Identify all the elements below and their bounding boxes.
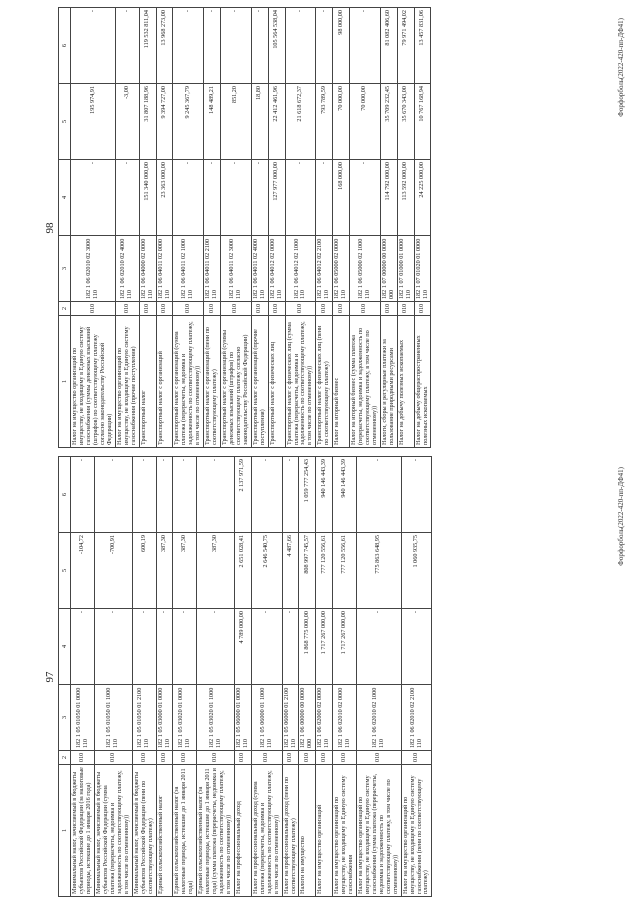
row-code: 010 — [299, 751, 316, 765]
approved-amount: - — [251, 609, 282, 685]
budget-classification-code: 182 1 07 01020 01 0000 110 — [414, 236, 431, 302]
budget-classification-code: 182 1 06 05000 02 1000 110 — [350, 236, 381, 302]
budget-table — [58, 7, 431, 448]
approved-amount: - — [173, 609, 197, 685]
table-row — [333, 457, 357, 897]
unexecuted-amount: - — [350, 8, 381, 84]
page-number: 98 — [44, 222, 56, 234]
table-row — [71, 8, 116, 448]
executed-amount: 387,30 — [173, 533, 197, 609]
table-body — [71, 8, 431, 448]
unexecuted-amount: - — [156, 457, 173, 533]
column-header: 2 — [59, 751, 71, 765]
approved-amount: - — [197, 609, 235, 685]
budget-classification-code: 182 1 05 01050 01 1000 110 — [95, 685, 133, 751]
budget-classification-code: 182 1 06 04011 02 0000 110 — [156, 236, 173, 302]
row-name: Транспортный налог с организаций (суммы денежных взысканий (штрафов) по соответствующему платежу согласно законодательству Российской Федерации) — [221, 316, 252, 448]
budget-classification-code: 182 1 06 02010 02 4000 110 — [115, 236, 139, 302]
unexecuted-amount: - — [357, 457, 402, 533]
approved-amount: 23 363 000,00 — [156, 160, 173, 236]
row-name: Единый сельскохозяйственный налог (за налоговые периоды, истекшие до 1 января 2011 года) — [173, 765, 197, 897]
row-name: Транспортный налог с физических лиц (пени по соответствующему платежу) — [316, 316, 333, 448]
approved-amount: 114 792 000,00 — [380, 160, 397, 236]
row-code: 010 — [132, 751, 156, 765]
executed-amount: 4 487,66 — [282, 533, 299, 609]
budget-classification-code: 182 1 06 04011 02 1000 110 — [173, 236, 204, 302]
unexecuted-amount: 1 059 777 254,43 — [299, 457, 316, 533]
executed-amount: 18,80 — [251, 84, 268, 160]
table-row — [282, 457, 299, 897]
table-row — [204, 8, 221, 448]
executed-amount: 793 789,59 — [316, 84, 333, 160]
approved-amount: - — [71, 160, 116, 236]
row-name: Налог на имущество организаций по имуществу, не входящему в Единую систему газоснабжения (прочие поступления) — [115, 316, 139, 448]
row-name: Минимальный налог, зачисляемый в бюджеты субъектов Российской Федерации (сумма платежа (перерасчеты, недоимка и задолженность по соответствующему платежу, в том числе по отмененному)) — [95, 765, 133, 897]
row-name: Единый сельскохозяйственный налог — [156, 765, 173, 897]
row-code: 010 — [401, 751, 432, 765]
column-header: 2 — [59, 302, 71, 316]
row-name: Налог на игорный бизнес (сумма платежа (перерасчеты, недоимка и задолженность по соответствующему платежу, в том числе по отмененному)) — [350, 316, 381, 448]
approved-amount: - — [350, 160, 381, 236]
executed-amount: -104,72 — [71, 533, 95, 609]
table-row — [251, 8, 268, 448]
unexecuted-amount: 105 564 538,04 — [268, 8, 285, 84]
row-code: 010 — [234, 751, 251, 765]
budget-classification-code: 182 1 06 04011 02 3000 110 — [221, 236, 252, 302]
unexecuted-amount: - — [71, 457, 95, 533]
row-code: 010 — [95, 751, 133, 765]
row-code: 010 — [139, 302, 156, 316]
executed-amount: 35 709 232,45 — [380, 84, 397, 160]
budget-classification-code: 182 1 05 06000 01 2100 110 — [282, 685, 299, 751]
approved-amount: - — [251, 160, 268, 236]
table-row — [139, 8, 156, 448]
table-header-row — [59, 8, 71, 448]
approved-amount: - — [285, 160, 316, 236]
row-code: 010 — [316, 302, 333, 316]
page-footer: Форфорболь(2022-420-пп-ДФ41) — [617, 467, 625, 566]
unexecuted-amount: 940 146 443,39 — [333, 457, 357, 533]
row-code: 010 — [71, 751, 95, 765]
budget-classification-code: 182 1 06 02010 02 0000 110 — [333, 685, 357, 751]
table-row — [156, 457, 173, 897]
row-name: Налог на имущество организаций — [316, 765, 333, 897]
approved-amount: 1 717 267 000,00 — [316, 609, 333, 685]
row-name: Налог на имущество организаций по имуществу, не входящему в Единую систему газоснабжения (суммы денежных взысканий (штрафов) по соответствующему платежу согласно законодательству Российской Федерации) — [71, 316, 116, 448]
budget-classification-code: 182 1 06 04012 02 2100 110 — [316, 236, 333, 302]
row-code: 010 — [397, 302, 414, 316]
table-row — [173, 8, 204, 448]
row-code: 010 — [268, 302, 285, 316]
row-name: Транспортный налог с физических лиц (сумма платежа (перерасчеты, недоимка и задолженность по соответствующему платежу, в том числе по отмененному)) — [285, 316, 316, 448]
row-code: 010 — [251, 302, 268, 316]
budget-table — [58, 456, 432, 897]
unexecuted-amount: 13 968 273,00 — [156, 8, 173, 84]
column-header: 4 — [59, 609, 71, 685]
row-code: 010 — [380, 302, 397, 316]
unexecuted-amount: 119 532 811,04 — [139, 8, 156, 84]
column-header: 5 — [59, 533, 71, 609]
row-code: 010 — [285, 302, 316, 316]
approved-amount: 1 717 267 000,00 — [333, 609, 357, 685]
unexecuted-amount: - — [71, 8, 116, 84]
table-row — [173, 457, 197, 897]
approved-amount: - — [71, 609, 95, 685]
row-code: 010 — [282, 751, 299, 765]
column-header: 5 — [59, 84, 71, 160]
executed-amount: 387,30 — [197, 533, 235, 609]
row-name: Налог на имущество организаций по имуществу, не входящему в Единую систему газоснабжения (сумма платежа (перерасчеты, недоимка и задолженность по соответствующему платежу, в том числе по отмененному)) — [357, 765, 402, 897]
table-row — [115, 8, 139, 448]
executed-amount: 851,20 — [221, 84, 252, 160]
row-code: 010 — [156, 751, 173, 765]
budget-classification-code: 182 1 06 04011 02 2100 110 — [204, 236, 221, 302]
unexecuted-amount: 13 457 831,06 — [414, 8, 431, 84]
table-row — [132, 457, 156, 897]
executed-amount: 9 394 727,00 — [156, 84, 173, 160]
budget-classification-code: 182 1 06 04000 02 0000 110 — [139, 236, 156, 302]
row-code: 010 — [197, 751, 235, 765]
row-name: Налог на игорный бизнес — [333, 316, 350, 448]
approved-amount: 1 868 775 000,00 — [299, 609, 316, 685]
budget-classification-code: 182 1 05 01050 01 2100 110 — [132, 685, 156, 751]
row-code: 010 — [333, 751, 357, 765]
table-row — [268, 8, 285, 448]
unexecuted-amount: 79 971 494,02 — [397, 8, 414, 84]
unexecuted-amount: - — [282, 457, 299, 533]
row-name: Транспортный налог с организаций (пени по соответствующему платежу) — [204, 316, 221, 448]
approved-amount: - — [282, 609, 299, 685]
row-code: 010 — [173, 302, 204, 316]
unexecuted-amount: - — [132, 457, 156, 533]
row-name: Минимальный налог, зачисляемый в бюджеты субъектов Российской Федерации (пени по соответствующему платежу) — [132, 765, 156, 897]
executed-amount: 808 997 745,57 — [299, 533, 316, 609]
table-row — [397, 8, 414, 448]
table-row — [357, 457, 402, 897]
approved-amount: - — [115, 160, 139, 236]
approved-amount: 127 977 000,00 — [268, 160, 285, 236]
approved-amount: - — [357, 609, 402, 685]
budget-classification-code: 182 1 05 03020 01 0000 110 — [173, 685, 197, 751]
column-header: 1 — [59, 765, 71, 897]
executed-amount: 2 646 540,75 — [251, 533, 282, 609]
table-row — [316, 457, 333, 897]
unexecuted-amount: - — [316, 8, 333, 84]
table-row — [251, 457, 282, 897]
executed-amount: 777 120 556,61 — [316, 533, 333, 609]
row-name: Транспортный налог с организаций — [156, 316, 173, 448]
left-page — [8, 457, 631, 897]
budget-classification-code: 182 1 05 06000 01 1000 110 — [251, 685, 282, 751]
row-code: 010 — [333, 302, 350, 316]
budget-classification-code: 182 1 06 04011 02 4000 110 — [251, 236, 268, 302]
executed-amount: 775 863 648,95 — [357, 533, 402, 609]
unexecuted-amount: - — [221, 8, 252, 84]
budget-classification-code: 182 1 06 04012 02 1000 110 — [285, 236, 316, 302]
unexecuted-amount: 940 146 443,39 — [316, 457, 333, 533]
unexecuted-amount: - — [251, 457, 282, 533]
table-row — [71, 457, 95, 897]
row-code: 010 — [316, 751, 333, 765]
approved-amount: 151 340 000,00 — [139, 160, 156, 236]
executed-amount: 2 651 028,41 — [234, 533, 251, 609]
row-code: 010 — [204, 302, 221, 316]
executed-amount: 600,19 — [132, 533, 156, 609]
unexecuted-amount: - — [204, 8, 221, 84]
row-code: 010 — [221, 302, 252, 316]
executed-amount: 70 000,00 — [350, 84, 381, 160]
unexecuted-amount: - — [95, 457, 133, 533]
row-code: 010 — [350, 302, 381, 316]
budget-classification-code: 182 1 07 01000 01 0000 110 — [397, 236, 414, 302]
row-code: 010 — [357, 751, 402, 765]
row-name: Транспортный налог с организаций (прочие поступления) — [251, 316, 268, 448]
executed-amount: 35 670 343,00 — [397, 84, 414, 160]
table-body — [71, 457, 432, 897]
table-row — [316, 8, 333, 448]
row-name: Налог на добычу общераспространенных полезных ископаемых — [414, 316, 431, 448]
table-row — [299, 457, 316, 897]
budget-classification-code: 182 1 06 02010 02 3000 110 — [71, 236, 116, 302]
table-row — [197, 457, 235, 897]
row-name: Налоги, сборы и регулярные платежи за пользование природными ресурсами — [380, 316, 397, 448]
unexecuted-amount: 98 000,00 — [333, 8, 350, 84]
column-header: 3 — [59, 685, 71, 751]
table-row — [285, 8, 316, 448]
executed-amount: -700,91 — [95, 533, 133, 609]
approved-amount: - — [204, 160, 221, 236]
row-name: Налог на имущество организаций по имуществу, не входящему в Единую систему газоснабжения — [333, 765, 357, 897]
budget-classification-code: 182 1 05 06000 01 0000 110 — [234, 685, 251, 751]
approved-amount: - — [132, 609, 156, 685]
table-row — [350, 8, 381, 448]
unexecuted-amount: - — [173, 8, 204, 84]
table-row — [333, 8, 350, 448]
table-row — [380, 8, 397, 448]
executed-amount: 9 245 367,79 — [173, 84, 204, 160]
executed-amount: -3,00 — [115, 84, 139, 160]
budget-classification-code: 182 1 05 01050 01 0000 110 — [71, 685, 95, 751]
column-header: 3 — [59, 236, 71, 302]
budget-classification-code: 182 1 05 03000 01 0000 110 — [156, 685, 173, 751]
row-code: 010 — [414, 302, 431, 316]
executed-amount: 22 412 461,96 — [268, 84, 285, 160]
approved-amount: 24 225 000,00 — [414, 160, 431, 236]
table-row — [401, 457, 432, 897]
right-page — [8, 8, 631, 448]
row-code: 010 — [115, 302, 139, 316]
approved-amount: - — [221, 160, 252, 236]
row-name: Налог на добычу полезных ископаемых — [397, 316, 414, 448]
row-name: Транспортный налог с организаций (сумма платежа (перерасчеты, недоимка и задолженность по соответствующему платежу, в том числе по отмененному)) — [173, 316, 204, 448]
row-code: 010 — [156, 302, 173, 316]
unexecuted-amount: - — [401, 457, 432, 533]
rotated-spread — [8, 8, 631, 897]
unexecuted-amount: 2 137 971,59 — [234, 457, 251, 533]
budget-classification-code: 182 1 06 02000 02 0000 110 — [316, 685, 333, 751]
budget-classification-code: 182 1 06 05000 02 0000 110 — [333, 236, 350, 302]
executed-amount: 31 807 188,96 — [139, 84, 156, 160]
row-name: Единый сельскохозяйственный налог (за налоговые периоды, истекшие до 1 января 2011 года) (сумма платежа (перерасчеты, недоимка и задолженность по соответствующему платежу, в том числе по отмененному)) — [197, 765, 235, 897]
page-footer: Форфорболь(2022-420-пп-ДФ41) — [617, 18, 625, 117]
unexecuted-amount: 81 082 406,60 — [380, 8, 397, 84]
row-code: 010 — [173, 751, 197, 765]
row-name: Транспортный налог с физических лиц — [268, 316, 285, 448]
row-code: 010 — [251, 751, 282, 765]
unexecuted-amount: - — [251, 8, 268, 84]
executed-amount: 777 120 556,61 — [333, 533, 357, 609]
executed-amount: 10 767 168,94 — [414, 84, 431, 160]
budget-classification-code: 182 1 05 03020 01 1000 110 — [197, 685, 235, 751]
approved-amount: 113 592 000,00 — [397, 160, 414, 236]
row-name: Налог на имущество организаций по имуществу, не входящему в Единую систему газоснабжения (пени по соответствующему платежу) — [401, 765, 432, 897]
row-name: Налог на профессиональный доход — [234, 765, 251, 897]
executed-amount: 387,30 — [156, 533, 173, 609]
column-header: 6 — [59, 8, 71, 84]
executed-amount: 1 060 935,75 — [401, 533, 432, 609]
approved-amount: - — [173, 160, 204, 236]
row-name: Транспортный налог — [139, 316, 156, 448]
unexecuted-amount: - — [173, 457, 197, 533]
row-name: Налог на профессиональный доход (сумма платежа (перерасчеты, недоимка и задолженность по соответствующему платежу, в том числе по отмененному)) — [251, 765, 282, 897]
row-name: Налоги на имущество — [299, 765, 316, 897]
unexecuted-amount: - — [285, 8, 316, 84]
table-row — [95, 457, 133, 897]
table-header-row — [59, 457, 71, 897]
budget-classification-code: 182 1 06 02010 02 1000 110 — [357, 685, 402, 751]
row-name: Налог на профессиональный доход (пени по соответствующему платежу) — [282, 765, 299, 897]
row-name: Минимальный налог, зачисляемый в бюджеты субъектов Российской Федерации (за налоговые периоды, истекшие до 1 января 2016 года) — [71, 765, 95, 897]
approved-amount: 4 789 000,00 — [234, 609, 251, 685]
executed-amount: 148 489,21 — [204, 84, 221, 160]
table-row — [221, 8, 252, 448]
approved-amount: 168 000,00 — [333, 160, 350, 236]
table-row — [414, 8, 431, 448]
budget-classification-code: 182 1 06 02010 02 2100 110 — [401, 685, 432, 751]
executed-amount: 21 618 672,37 — [285, 84, 316, 160]
approved-amount: - — [401, 609, 432, 685]
table-row — [234, 457, 251, 897]
approved-amount: - — [95, 609, 133, 685]
unexecuted-amount: - — [115, 8, 139, 84]
table-row — [156, 8, 173, 448]
row-code: 010 — [71, 302, 116, 316]
column-header: 4 — [59, 160, 71, 236]
approved-amount: - — [316, 160, 333, 236]
budget-classification-code: 182 1 07 00000 00 0000 000 — [380, 236, 397, 302]
unexecuted-amount: - — [197, 457, 235, 533]
executed-amount: 195 974,91 — [71, 84, 116, 160]
column-header: 1 — [59, 316, 71, 448]
column-header: 6 — [59, 457, 71, 533]
page-number: 97 — [44, 671, 56, 683]
budget-classification-code: 182 1 06 04012 02 0000 110 — [268, 236, 285, 302]
approved-amount: - — [156, 609, 173, 685]
budget-classification-code: 182 1 06 00000 00 0000 000 — [299, 685, 316, 751]
executed-amount: 70 000,00 — [333, 84, 350, 160]
